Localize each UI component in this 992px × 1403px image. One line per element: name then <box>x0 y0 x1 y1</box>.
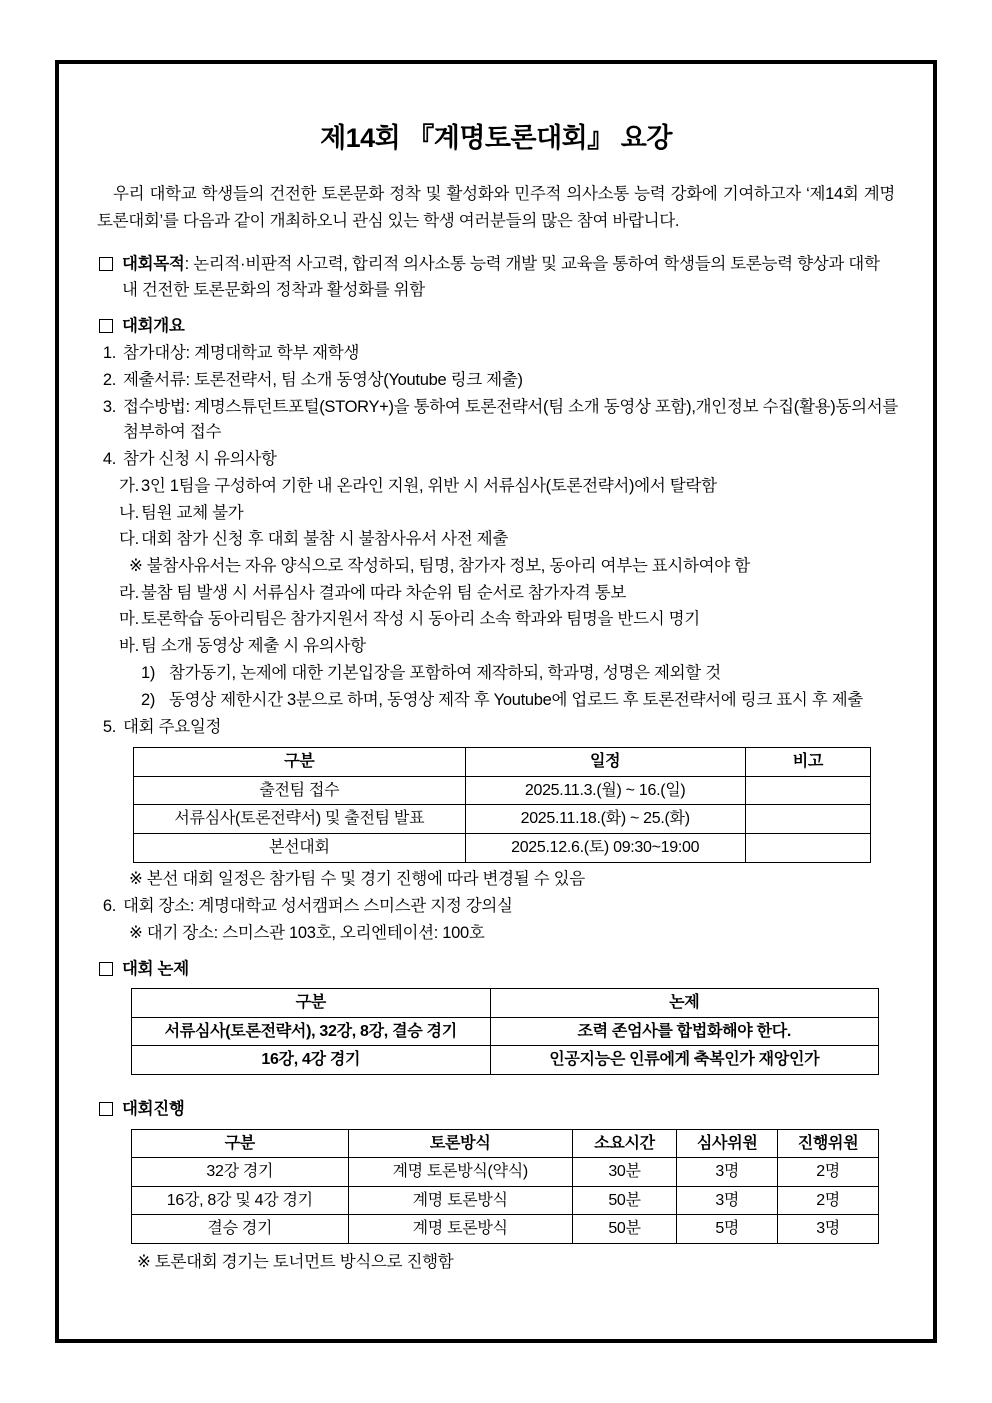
section-purpose-text: : 논리적·비판적 사고력, 합리적 의사소통 능력 개발 및 교육을 통하여 학생들의 토론능력 향상과 대학 내 건전한 토론문화의 정착과 활성화를 위함 <box>122 255 880 299</box>
table-cell: 계명 토론방식 <box>348 1186 572 1215</box>
table-header-cell: 진행위원 <box>778 1129 879 1158</box>
table-cell: 50분 <box>572 1186 677 1215</box>
caution-list-2 <box>93 581 899 660</box>
section-progress-head <box>93 1097 899 1123</box>
table-row <box>132 1158 879 1187</box>
table-cell: 2025.11.3.(월) ~ 16.(일) <box>465 776 745 805</box>
schedule-note: ※ 본선 대회 일정은 참가팀 수 및 경기 진행에 따라 변경될 수 있음 <box>129 869 585 888</box>
table-cell: 서류심사(토론전략서) 및 출전팀 발표 <box>134 805 466 834</box>
table-cell: 인공지능은 인류에게 축복인가 재앙인가 <box>490 1046 878 1075</box>
table-header-cell: 논제 <box>490 989 878 1018</box>
caution-note: ※ 불참사유서는 자유 양식으로 작성하되, 팀명, 참가자 정보, 동아리 여부는 표시하여야 함 <box>129 557 750 575</box>
topic-table-wrap <box>93 988 899 1075</box>
list-item <box>93 368 899 394</box>
list-item-marker: 마. <box>119 610 139 629</box>
list-item-text: 참가대상: 계명대학교 학부 재학생 <box>123 344 360 363</box>
table-cell: 2명 <box>778 1186 879 1215</box>
venue-list-item <box>93 894 899 920</box>
progress-table-wrap <box>93 1129 899 1244</box>
list-item <box>115 607 899 633</box>
section-progress-label: 대회진행 <box>122 1100 185 1119</box>
list-item <box>137 688 899 714</box>
list-item-text: 제출서류: 토론전략서, 팀 소개 동영상(Youtube 링크 제출) <box>123 370 523 389</box>
table-header-cell: 토론방식 <box>348 1129 572 1158</box>
table-row <box>132 1215 879 1244</box>
table-header-cell: 일정 <box>465 748 745 777</box>
list-item-number: 6. <box>102 897 116 916</box>
progress-table <box>131 1129 879 1244</box>
section-overview <box>93 314 899 947</box>
table-row <box>132 1186 879 1215</box>
caution-list <box>93 474 899 553</box>
table-row <box>134 833 871 862</box>
section-progress <box>93 1097 899 1272</box>
list-item-text: 팀원 교체 불가 <box>141 503 244 522</box>
list-item-number: 3. <box>102 397 116 416</box>
table-row <box>132 1017 879 1046</box>
list-item-number: 2. <box>102 370 116 389</box>
schedule-list-item <box>93 715 899 741</box>
table-cell <box>745 805 870 834</box>
checkbox-icon <box>99 962 113 976</box>
table-cell: 16강, 8강 및 4강 경기 <box>132 1186 349 1215</box>
list-item <box>93 715 899 741</box>
table-cell: 32강 경기 <box>132 1158 349 1187</box>
table-cell <box>745 833 870 862</box>
table-header-cell: 심사위원 <box>677 1129 778 1158</box>
section-overview-body <box>122 314 899 340</box>
list-item-text: 참가동기, 논제에 대한 기본입장을 포함하여 제작하되, 학과명, 성명은 제외할 것 <box>169 663 721 682</box>
table-header-cell: 소요시간 <box>572 1129 677 1158</box>
table-cell: 3명 <box>677 1186 778 1215</box>
list-item-marker: 다. <box>119 530 139 549</box>
section-topic <box>93 957 899 1075</box>
list-item-number: 5. <box>102 718 116 737</box>
section-overview-head <box>93 314 899 340</box>
list-item-number: 1. <box>102 344 116 363</box>
list-item <box>93 894 899 920</box>
table-cell: 50분 <box>572 1215 677 1244</box>
checkbox-icon <box>99 319 113 333</box>
table-cell: 3명 <box>778 1215 879 1244</box>
list-item-marker: 바. <box>119 637 139 656</box>
overview-list <box>93 341 899 473</box>
table-header-row <box>134 748 871 777</box>
video-note-list <box>93 661 899 713</box>
list-item <box>115 501 899 527</box>
table-header-cell: 구분 <box>134 748 466 777</box>
table-cell: 16강, 4강 경기 <box>132 1046 491 1075</box>
table-cell: 계명 토론방식(약식) <box>348 1158 572 1187</box>
list-item-marker: 1) <box>141 663 156 682</box>
table-cell: 조력 존엄사를 합법화해야 한다. <box>490 1017 878 1046</box>
table-cell: 출전팀 접수 <box>134 776 466 805</box>
list-item-text: 대회 장소: 계명대학교 성서캠퍼스 스미스관 지정 강의실 <box>123 897 513 916</box>
list-item-text: 대회 주요일정 <box>123 718 222 737</box>
list-item <box>137 661 899 687</box>
table-header-cell: 구분 <box>132 1129 349 1158</box>
table-header-cell: 구분 <box>132 989 491 1018</box>
list-item <box>93 341 899 367</box>
section-topic-label: 대회 논제 <box>122 959 189 978</box>
section-purpose-body <box>122 252 899 303</box>
checkbox-icon <box>99 257 113 271</box>
list-item-text: 불참 팀 발생 시 서류심사 결과에 따라 차순위 팀 순서로 참가자격 통보 <box>141 583 627 602</box>
section-progress-body <box>122 1097 899 1123</box>
document-frame <box>55 60 937 1343</box>
progress-note: ※ 토론대회 경기는 토너먼트 방식으로 진행함 <box>137 1253 454 1271</box>
checkbox-icon <box>99 1102 113 1116</box>
venue-note: ※ 대기 장소: 스미스관 103호, 오리엔테이션: 100호 <box>129 923 485 942</box>
table-cell: 2명 <box>778 1158 879 1187</box>
table-cell: 5명 <box>677 1215 778 1244</box>
page-title: 제14회 『계명토론대회』 요강 <box>320 123 672 153</box>
list-item-marker: 2) <box>141 690 156 709</box>
table-cell: 2025.12.6.(토) 09:30~19:00 <box>465 833 745 862</box>
table-cell <box>745 776 870 805</box>
section-purpose <box>93 252 899 303</box>
table-header-cell: 비고 <box>745 748 870 777</box>
list-item-marker: 나. <box>119 503 139 522</box>
table-header-row <box>132 989 879 1018</box>
table-cell: 2025.11.18.(화) ~ 25.(화) <box>465 805 745 834</box>
table-cell: 계명 토론방식 <box>348 1215 572 1244</box>
table-header-row <box>132 1129 879 1158</box>
table-cell: 본선대회 <box>134 833 466 862</box>
list-item <box>115 527 899 553</box>
list-item <box>93 447 899 473</box>
list-item-text: 참가 신청 시 유의사항 <box>123 450 277 469</box>
list-item-marker: 가. <box>119 476 139 495</box>
list-item-text: 동영상 제한시간 3분으로 하며, 동영상 제작 후 Youtube에 업로드 후 토론전략서에 링크 표시 후 제출 <box>169 690 864 709</box>
list-item-text: 접수방법: 계명스튜던트포털(STORY+)을 통하여 토론전략서(팀 소개 동영상 포함),개인정보 수집(활용)동의서를첨부하여 접수 <box>123 397 899 442</box>
table-cell: 3명 <box>677 1158 778 1187</box>
intro-paragraph: 우리 대학교 학생들의 건전한 토론문화 정착 및 활성화와 민주적 의사소통 능력 강화에 기여하고자 ‘제14회 계명 토론대회’를 다음과 같이 개최하오니 관심 있는 학생 여러분들의 많은 참여 바랍니다. <box>97 185 895 230</box>
list-item-text: 대회 참가 신청 후 대회 불참 시 불참사유서 사전 제출 <box>141 530 508 549</box>
list-item-text: 토론학습 동아리팀은 참가지원서 작성 시 동아리 소속 학과와 팀명을 반드시 명기 <box>141 610 700 629</box>
list-item <box>115 581 899 607</box>
section-overview-label: 대회개요 <box>122 316 185 335</box>
table-row <box>134 776 871 805</box>
table-cell: 30분 <box>572 1158 677 1187</box>
section-purpose-label: 대회목적 <box>122 255 185 274</box>
list-item <box>93 395 899 446</box>
list-item <box>115 474 899 500</box>
schedule-table-wrap <box>93 747 899 862</box>
list-item <box>115 634 899 660</box>
section-purpose-head <box>93 252 899 303</box>
list-item-text: 팀 소개 동영상 제출 시 유의사항 <box>141 637 366 656</box>
section-topic-head <box>93 957 899 983</box>
section-topic-body <box>122 957 899 983</box>
table-cell: 서류심사(토론전략서), 32강, 8강, 결승 경기 <box>132 1017 491 1046</box>
list-item-marker: 라. <box>119 583 139 602</box>
table-cell: 결승 경기 <box>132 1215 349 1244</box>
list-item-text: 3인 1팀을 구성하여 기한 내 온라인 지원, 위반 시 서류심사(토론전략서)에서 탈락함 <box>141 476 717 495</box>
table-row <box>134 805 871 834</box>
list-item-number: 4. <box>102 450 116 469</box>
schedule-table <box>133 747 871 862</box>
table-row <box>132 1046 879 1075</box>
topic-table <box>131 988 879 1075</box>
